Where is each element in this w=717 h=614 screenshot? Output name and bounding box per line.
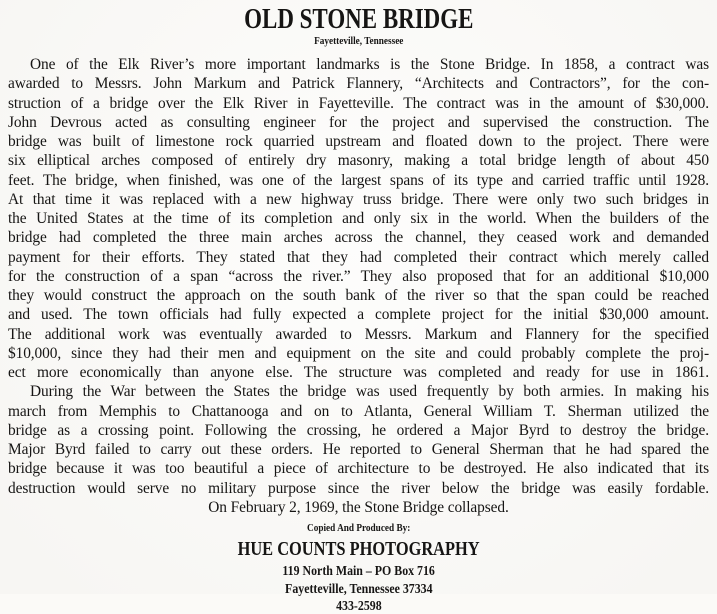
page-title-text: OLD STONE BRIDGE bbox=[243, 4, 474, 35]
paragraph bbox=[8, 55, 709, 382]
text-line: awarded to Messrs. John Markum and Patrick Flannery, “Architects and Contractors”, for the con- bbox=[8, 75, 709, 93]
document-footer bbox=[8, 522, 709, 614]
footer-address-line-2-text: Fayetteville, Tennessee 37334 bbox=[284, 580, 433, 596]
text-line: John Devrous acted as consulting engineer for the project and supervised the construction. The bbox=[8, 113, 709, 131]
text-line: six elliptical arches composed of entirely dry masonry, making a total bridge length of about 450 bbox=[8, 152, 709, 170]
text-line: During the War between the States the bridge was used frequently by both armies. In making his bbox=[30, 383, 709, 401]
footer-phone bbox=[8, 597, 709, 614]
text-line: struction of a bridge over the Elk River in Fayetteville. The contract was in the amount of $30,000. bbox=[8, 94, 709, 112]
footer-address-line-1 bbox=[8, 562, 709, 580]
text-line: ect more economically than anyone else. The structure was completed and ready for use in 1861. bbox=[8, 364, 709, 381]
footer-company bbox=[8, 538, 709, 560]
footer-produced-by bbox=[8, 522, 709, 535]
text-line: bridge had completed the three main arches across the channel, they ceased work and demanded bbox=[8, 229, 709, 247]
text-line: bridge because it was too beautiful a piece of architecture to be destroyed. He also indicated that its bbox=[8, 460, 709, 478]
text-line: On February 2, 1969, the Stone Bridge collapsed. bbox=[208, 498, 509, 516]
footer-phone-text: 433-2598 bbox=[335, 598, 382, 613]
text-line: bridge as a crossing point. Following the crossing, he ordered a Major Byrd to destroy the bridge. bbox=[8, 421, 709, 439]
page-subtitle-text: Fayetteville, Tennessee bbox=[313, 36, 404, 47]
text-line: and used. The town officials had fully expected a complete project for the initial $30,000 amount. bbox=[8, 306, 709, 324]
footer-produced-by-text: Copied And Produced By: bbox=[306, 523, 411, 534]
text-line: for the construction of a span “across the river.” They also proposed that for an additional $10,000 bbox=[8, 267, 709, 285]
text-line: $10,000, since they had their men and equipment on the site and could probably complete the proj- bbox=[8, 344, 709, 362]
page-title bbox=[8, 4, 709, 35]
footer-address-line-2 bbox=[8, 580, 709, 598]
text-line: The additional work was eventually awarded to Messrs. Markum and Flannery for the specified bbox=[8, 325, 709, 343]
paragraph bbox=[8, 498, 709, 517]
document-body bbox=[8, 55, 709, 517]
text-line: At that time it was replaced with a new highway truss bridge. There were only two such bridges in bbox=[8, 190, 709, 208]
footer-address-line-1-text: 119 North Main – PO Box 716 bbox=[282, 563, 435, 578]
text-line: payment for their efforts. They stated that they had completed their contract which merely called bbox=[8, 248, 709, 266]
footer-company-text: HUE COUNTS PHOTOGRAPHY bbox=[237, 538, 480, 560]
text-line: the United States at the time of its completion and only six in the world. When the builders of the bbox=[8, 210, 709, 227]
page-subtitle bbox=[8, 36, 709, 48]
text-line: bridge was built of limestone rock quarried upstream and floated down to the project. There were bbox=[8, 133, 709, 150]
text-line: they would construct the approach on the south bank of the river so that the span could be reached bbox=[8, 287, 709, 304]
text-line: feet. The bridge, when finished, was one of the largest spans of its type and carried traffic until 1928. bbox=[8, 171, 709, 189]
text-line: One of the Elk River’s more important landmarks is the Stone Bridge. In 1858, a contract was bbox=[30, 56, 709, 73]
paragraph bbox=[8, 382, 709, 498]
text-line: march from Memphis to Chattanooga and on to Atlanta, General William T. Sherman utilized the bbox=[8, 402, 709, 420]
text-line: destruction would serve no military purpose since the river below the bridge was easily fordable. bbox=[8, 479, 709, 497]
text-line: Major Byrd failed to carry out these orders. He reported to General Sherman that he had spared the bbox=[8, 441, 709, 458]
